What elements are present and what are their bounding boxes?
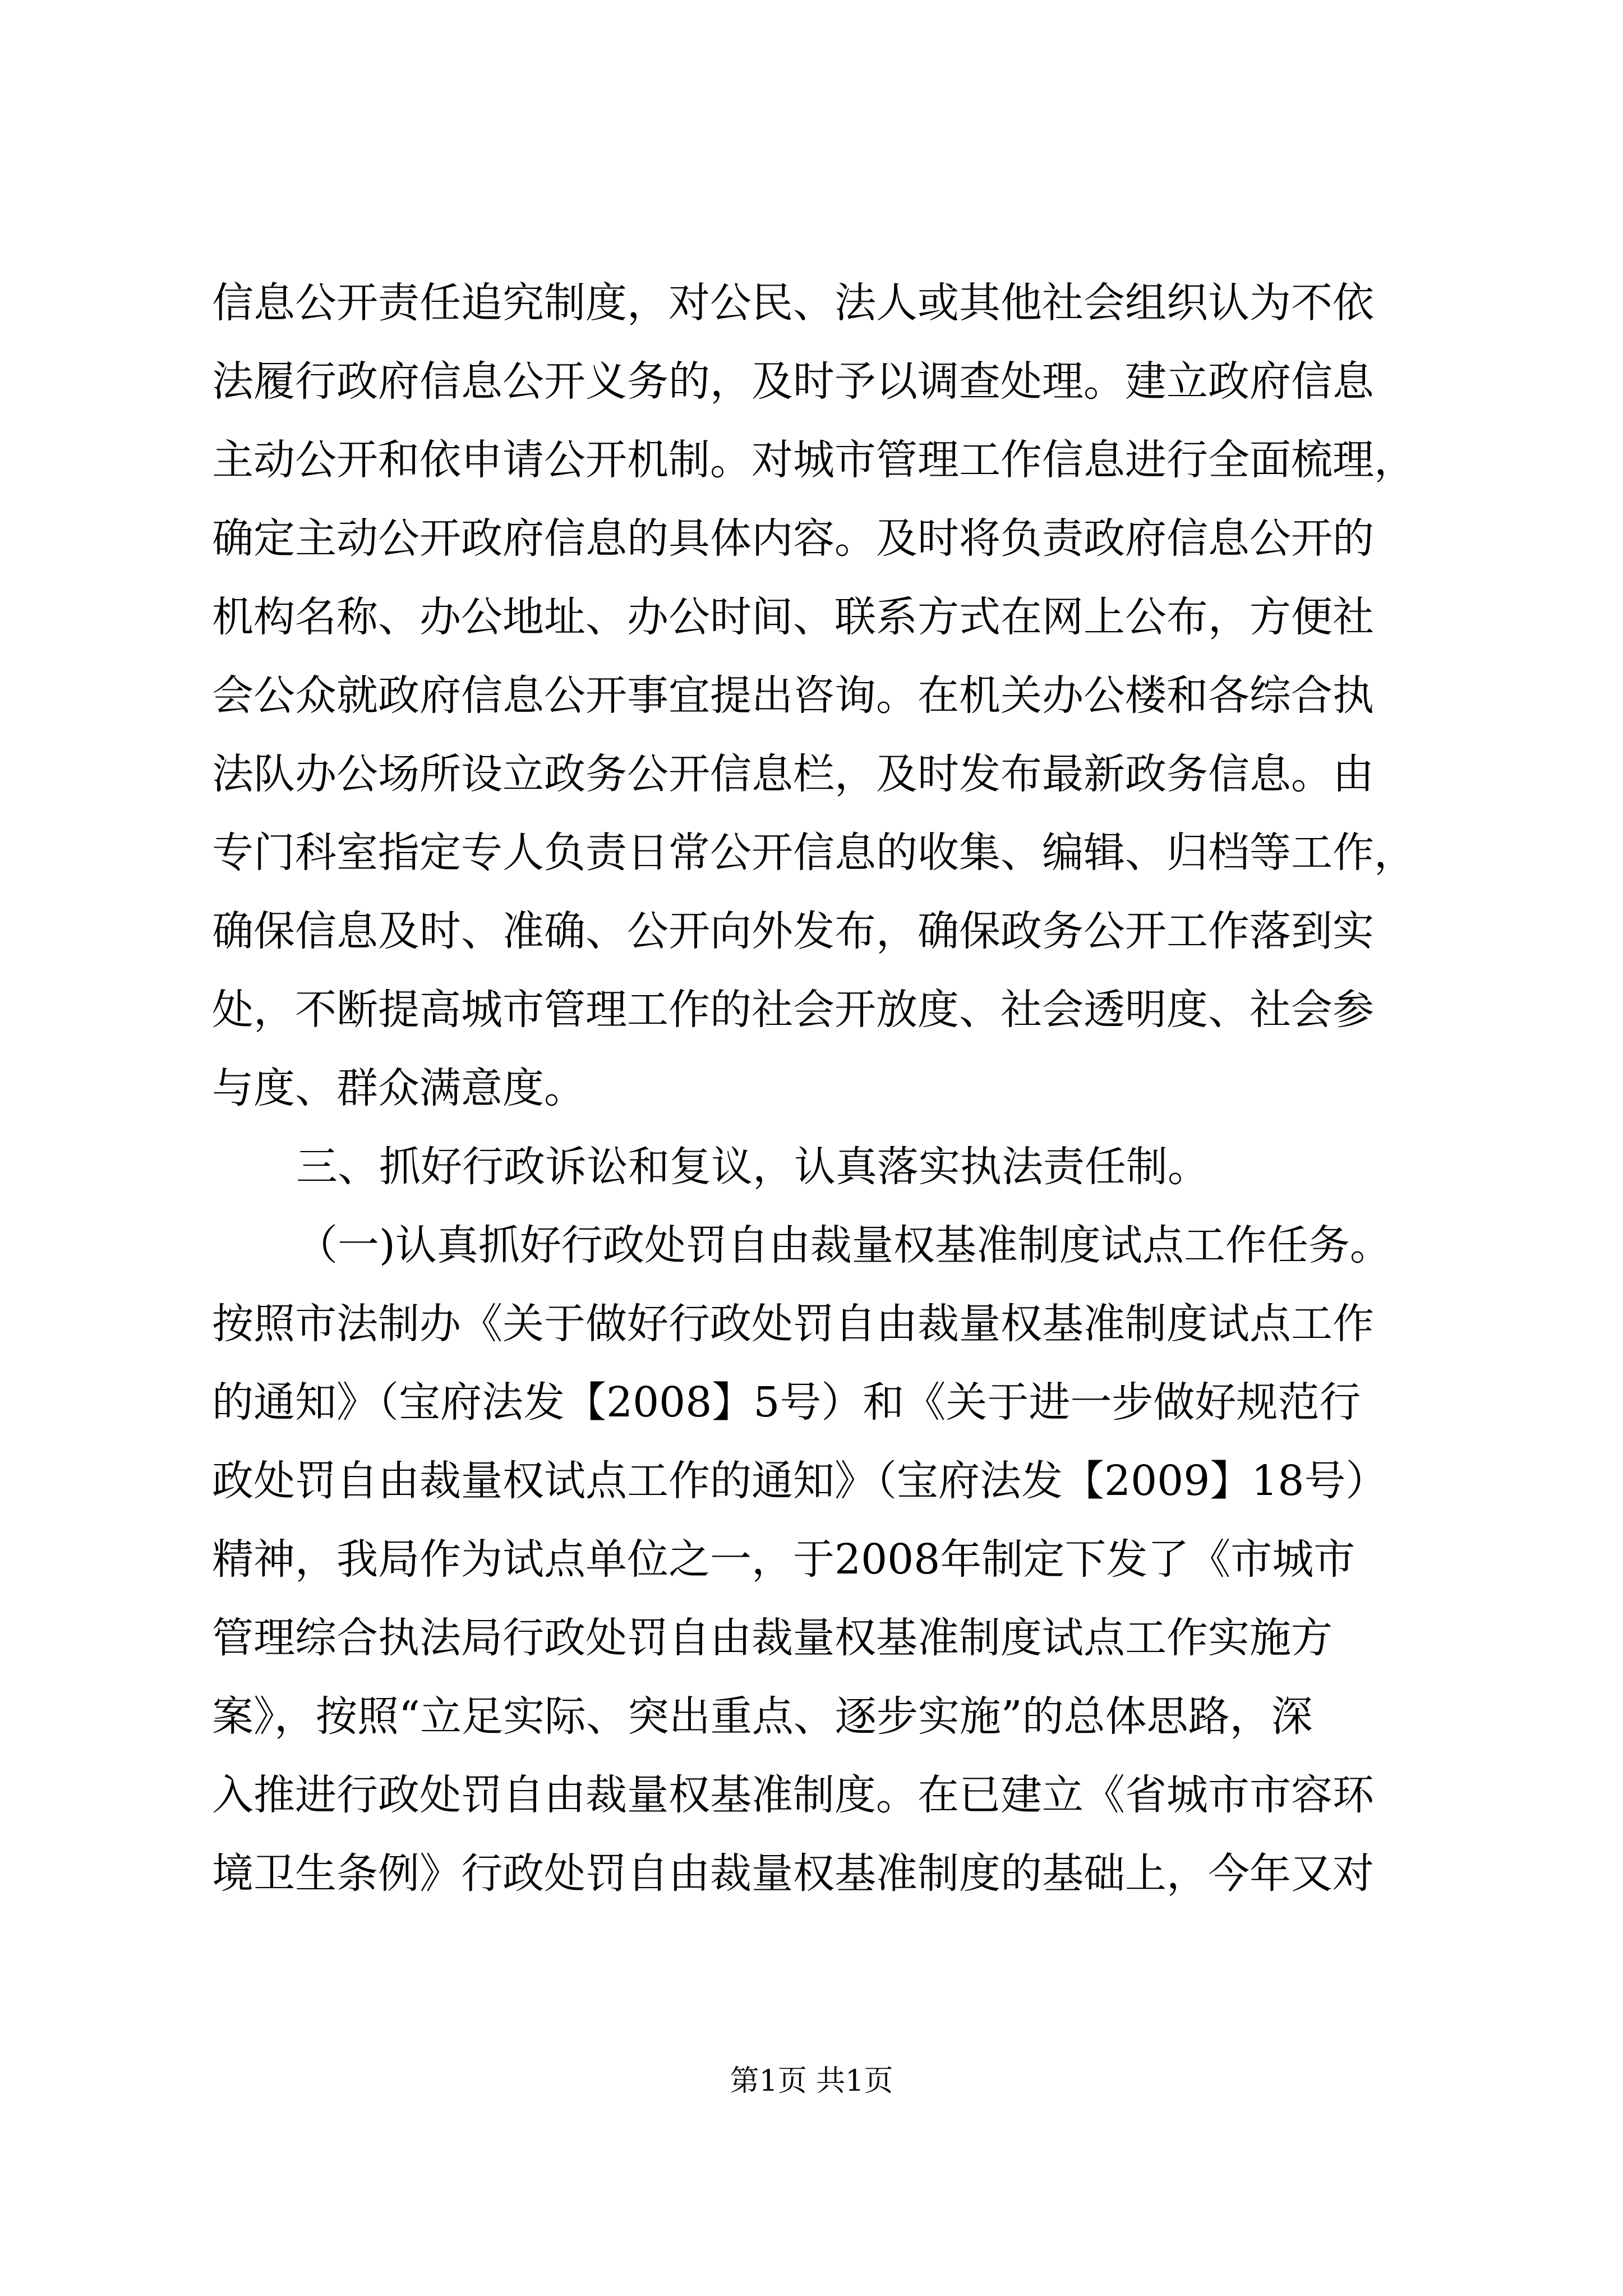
page-number-footer: 第1页 共1页 xyxy=(730,2064,893,2098)
body-line: 机构名称、办公地址、办公时间、联系方式在网上公布，方便社 xyxy=(212,593,1374,641)
body-line: 法履行政府信息公开义务的，及时予以调查处理。建立政府信息 xyxy=(212,357,1374,406)
body-line: 管理综合执法局行政处罚自由裁量权基准制度试点工作实施方 xyxy=(212,1614,1332,1662)
body-line: 入推进行政处罚自由裁量权基准制度。在已建立《省城市市容环 xyxy=(212,1771,1374,1819)
body-line: 精神，我局作为试点单位之一，于2008年制定下发了《市城市 xyxy=(212,1535,1355,1584)
section-heading: 三、抓好行政诉讼和复议，认真落实执法责任制。 xyxy=(296,1143,1209,1191)
body-line: 信息公开责任追究制度，对公民、法人或其他社会组织认为不依 xyxy=(212,279,1374,327)
document-body xyxy=(212,264,1418,1913)
body-line: 处，不断提高城市管理工作的社会开放度、社会透明度、社会参 xyxy=(212,986,1374,1034)
body-line: 的通知》（宝府法发【2008】5号）和《关于进一步做好规范行 xyxy=(212,1378,1361,1427)
body-line: 政处罚自由裁量权试点工作的通知》（宝府法发【2009】18号） xyxy=(212,1457,1387,1505)
body-line: 案》，按照“立足实际、突出重点、逐步实施”的总体思路，深 xyxy=(212,1692,1313,1741)
body-line: 境卫生条例》行政处罚自由裁量权基准制度的基础上，今年又对 xyxy=(212,1849,1374,1898)
body-line: 法队办公场所设立政务公开信息栏，及时发布最新政务信息。由 xyxy=(212,750,1374,798)
body-line: 确保信息及时、准确、公开向外发布，确保政务公开工作落到实 xyxy=(212,907,1374,955)
body-line: 按照市法制办《关于做好行政处罚自由裁量权基准制度试点工作 xyxy=(212,1300,1374,1348)
subsection-heading: （一)认真抓好行政处罚自由裁量权基准制度试点工作任务。 xyxy=(296,1221,1391,1269)
body-line: 主动公开和依申请公开机制。对城市管理工作信息进行全面梳理， xyxy=(212,436,1415,484)
body-line: 会公众就政府信息公开事宜提出咨询。在机关办公楼和各综合执 xyxy=(212,671,1374,720)
body-line: 确定主动公开政府信息的具体内容。及时将负责政府信息公开的 xyxy=(212,514,1374,563)
body-line: 与度、群众满意度。 xyxy=(212,1064,585,1112)
body-line: 专门科室指定专人负责日常公开信息的收集、编辑、归档等工作， xyxy=(212,829,1415,877)
